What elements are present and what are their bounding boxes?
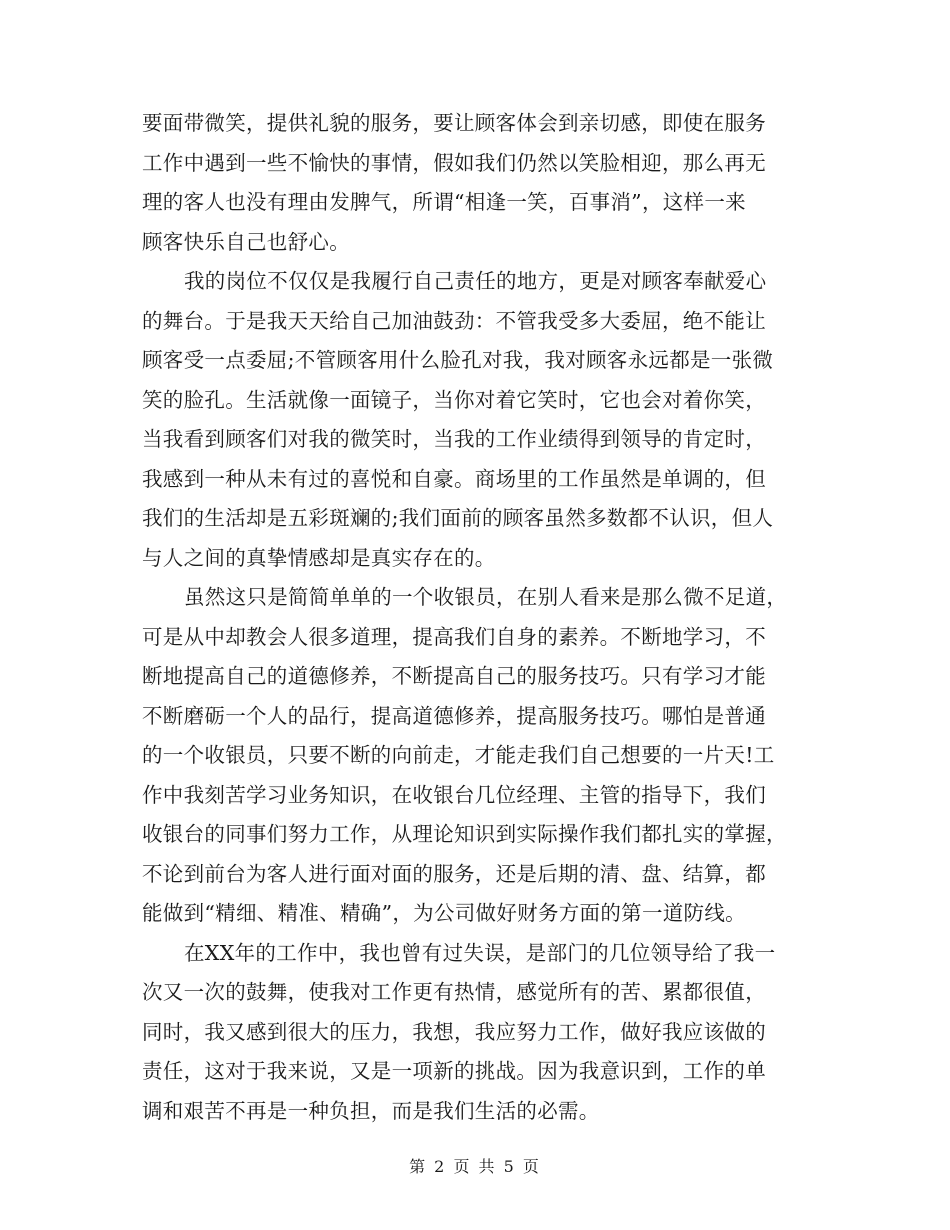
text-line: 在XX年的工作中，我也曾有过失误，是部门的几位领导给了我一 [184, 940, 776, 965]
text-line: 笑的脸孔。生活就像一面镜子，当你对着它笑时，它也会对着你笑， [142, 387, 766, 412]
text-line: 虽然这只是简简单单的一个收银员，在别人看来是那么微不足道， [184, 585, 788, 609]
text-line: 不论到前台为客人进行面对面的服务，还是后期的清、盘、结算，都 [142, 861, 766, 886]
text-line: 可是从中却教会人很多道理，提高我们自身的素养。不断地学习，不 [142, 624, 766, 649]
text-line: 的舞台。于是我天天给自己加油鼓劲：不管我受多大委屈，绝不能让 [142, 308, 766, 333]
text-line: 与人之间的真挚情感却是真实存在的。 [142, 545, 496, 570]
text-line: 作中我刻苦学习业务知识，在收银台几位经理、主管的指导下，我们 [142, 782, 766, 807]
text-line: 收银台的同事们努力工作，从理论知识到实际操作我们都扎实的掌握， [142, 822, 787, 846]
document-body [142, 104, 812, 1131]
text-line: 理的客人也没有理由发脾气，所谓“相逢一笑，百事消”，这样一来 [142, 190, 746, 214]
text-line: 不断磨砺一个人的品行，提高道德修养，提高服务技巧。哪怕是普通 [142, 703, 766, 728]
text-line: 我的岗位不仅仅是我履行自己责任的地方，更是对顾客奉献爱心 [184, 269, 767, 293]
paragraph-1 [142, 104, 812, 262]
text-line: 能做到“精细、精准、精确”，为公司做好财务方面的第一道防线。 [142, 901, 746, 925]
text-line: 顾客受一点委屈;不管顾客用什么脸孔对我，我对顾客永远都是一张微 [142, 348, 774, 372]
text-line: 断地提高自己的道德修养，不断提高自己的服务技巧。只有学习才能 [142, 664, 766, 688]
paragraph-4 [142, 934, 812, 1132]
text-line: 我们的生活却是五彩斑斓的;我们面前的顾客虽然多数都不认识，但人 [142, 506, 774, 530]
text-line: 调和艰苦不再是一种负担，而是我们生活的必需。 [142, 1098, 600, 1123]
text-line: 当我看到顾客们对我的微笑时，当我的工作业绩得到领导的肯定时， [142, 427, 766, 451]
page-number-footer: 第 2 页 共 5 页 [409, 1157, 541, 1176]
text-line: 要面带微笑，提供礼貌的服务，要让顾客体会到亲切感，即使在服务 [142, 111, 766, 135]
paragraph-3 [142, 578, 812, 934]
text-line: 同时，我又感到很大的压力，我想，我应努力工作，做好我应该做的 [142, 1019, 766, 1044]
text-line: 责任，这对于我来说，又是一项新的挑战。因为我意识到，工作的单 [142, 1059, 766, 1083]
text-line: 次又一次的鼓舞，使我对工作更有热情，感觉所有的苦、累都很值， [142, 980, 766, 1004]
paragraph-2 [142, 262, 812, 578]
text-line: 的一个收银员，只要不断的向前走，才能走我们自己想要的一片天!工 [142, 743, 775, 767]
text-line: 工作中遇到一些不愉快的事情，假如我们仍然以笑脸相迎，那么再无 [142, 150, 766, 175]
text-line: 顾客快乐自己也舒心。 [142, 229, 350, 254]
text-line: 我感到一种从未有过的喜悦和自豪。商场里的工作虽然是单调的，但 [142, 466, 766, 491]
